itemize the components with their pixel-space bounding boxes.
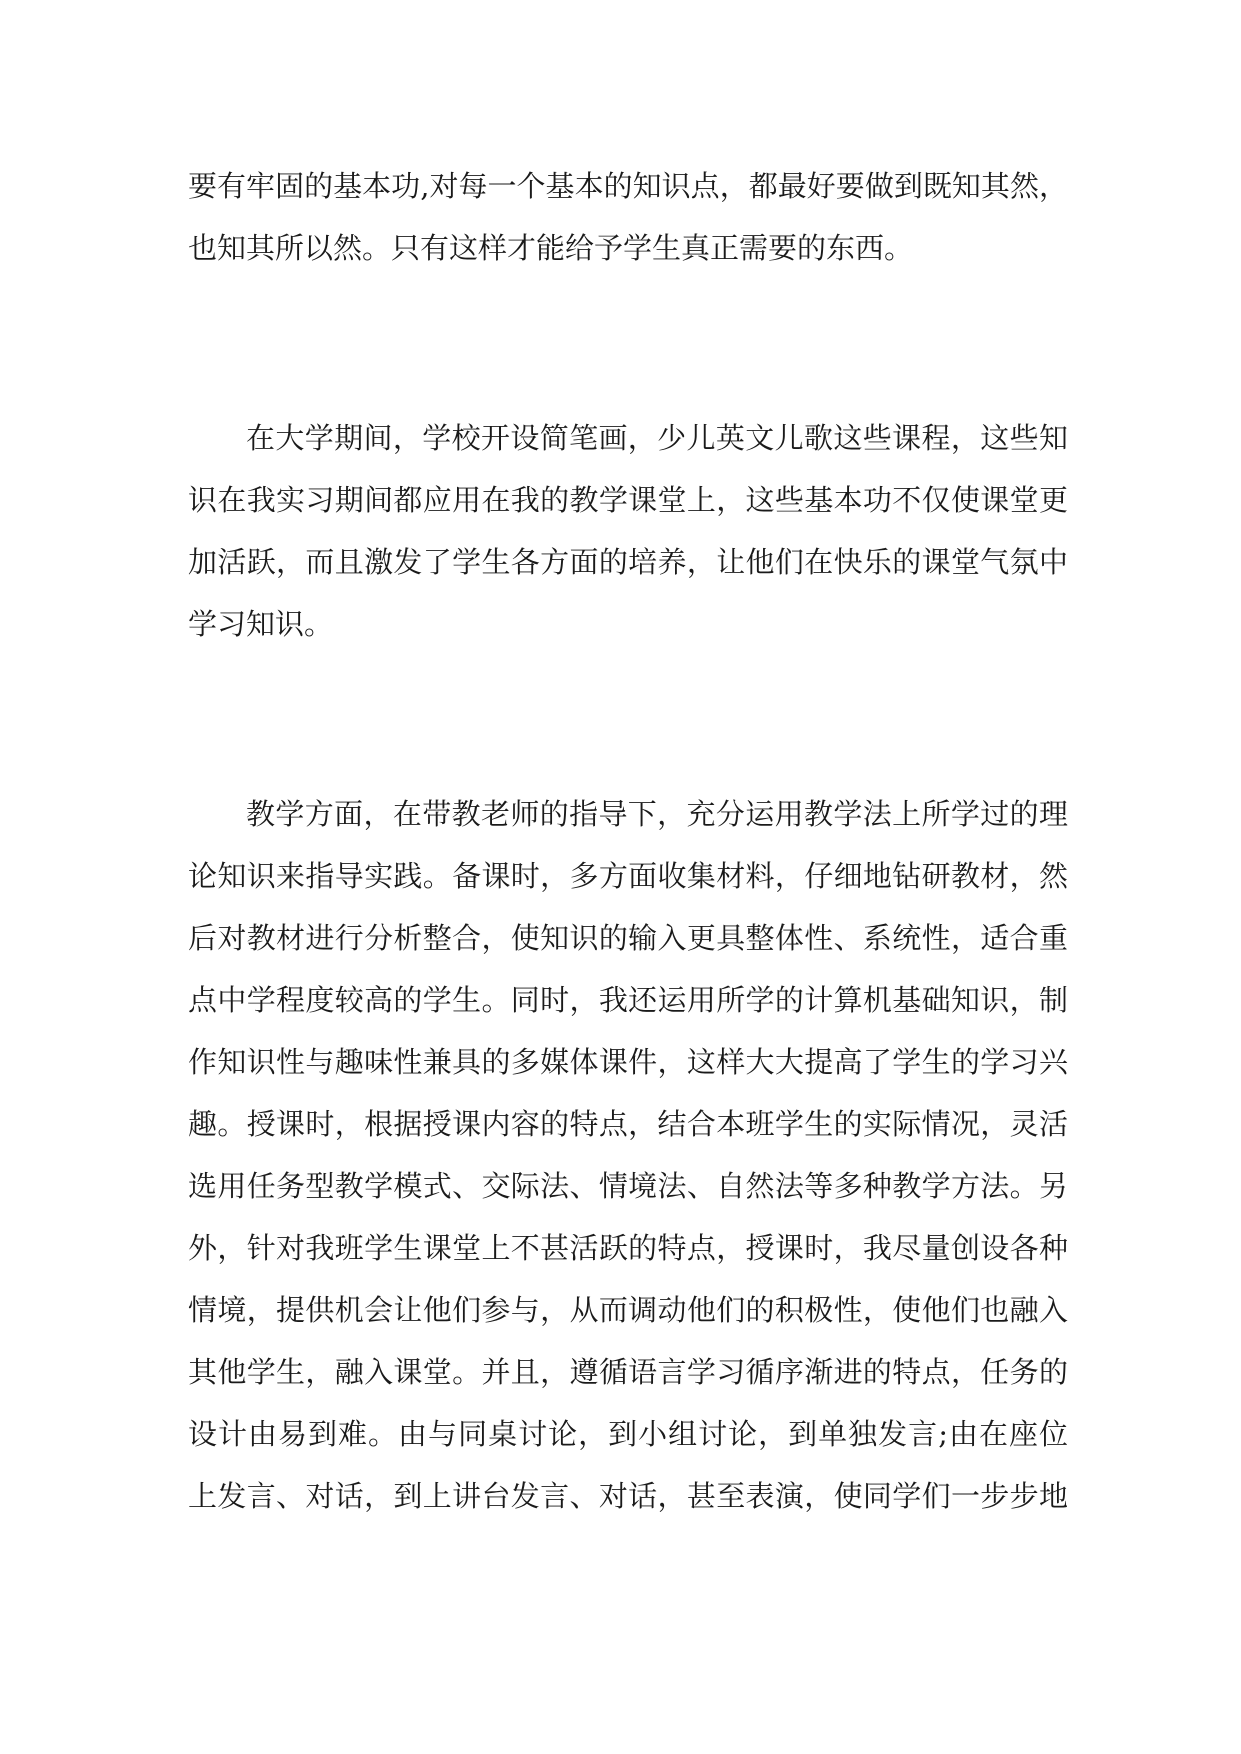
paragraph-3-line-7: 选用任务型教学模式、交际法、情境法、自然法等多种教学方法。另 (188, 1169, 1068, 1203)
paragraph-3-line-10: 其他学生，融入课堂。并且，遵循语言学习循序渐进的特点，任务的 (188, 1355, 1068, 1389)
paragraph-1-line-2: 也知其所以然。只有这样才能给予学生真正需要的东西。 (188, 231, 914, 265)
paragraph-2-line-2: 识在我实习期间都应用在我的教学课堂上，这些基本功不仅使课堂更 (188, 483, 1068, 517)
paragraph-2-line-4: 学习知识。 (188, 607, 334, 641)
paragraph-3-line-12: 上发言、对话，到上讲台发言、对话，甚至表演，使同学们一步步地 (188, 1479, 1068, 1513)
paragraph-3-line-3: 后对教材进行分析整合，使知识的输入更具整体性、系统性，适合重 (188, 921, 1068, 955)
paragraph-3-line-4: 点中学程度较高的学生。同时，我还运用所学的计算机基础知识，制 (188, 983, 1068, 1017)
paragraph-3-line-2: 论知识来指导实践。备课时，多方面收集材料，仔细地钻研教材，然 (188, 859, 1068, 893)
paragraph-2-line-1: 在大学期间，学校开设简笔画，少儿英文儿歌这些课程，这些知 (246, 421, 1068, 455)
paragraph-2-line-3: 加活跃，而且激发了学生各方面的培养，让他们在快乐的课堂气氛中 (188, 545, 1068, 579)
paragraph-3-line-6: 趣。授课时，根据授课内容的特点，结合本班学生的实际情况，灵活 (188, 1107, 1068, 1141)
paragraph-1-line-1: 要有牢固的基本功,对每一个基本的知识点，都最好要做到既知其然， (188, 169, 1068, 203)
paragraph-3-line-8: 外，针对我班学生课堂上不甚活跃的特点，授课时，我尽量创设各种 (188, 1231, 1068, 1265)
paragraph-3-line-11: 设计由易到难。由与同桌讨论，到小组讨论，到单独发言;由在座位 (188, 1417, 1068, 1451)
paragraph-3-line-9: 情境，提供机会让他们参与，从而调动他们的积极性，使他们也融入 (188, 1293, 1068, 1327)
paragraph-3-line-5: 作知识性与趣味性兼具的多媒体课件，这样大大提高了学生的学习兴 (188, 1045, 1068, 1079)
paragraph-3-line-1: 教学方面，在带教老师的指导下，充分运用教学法上所学过的理 (246, 797, 1068, 831)
